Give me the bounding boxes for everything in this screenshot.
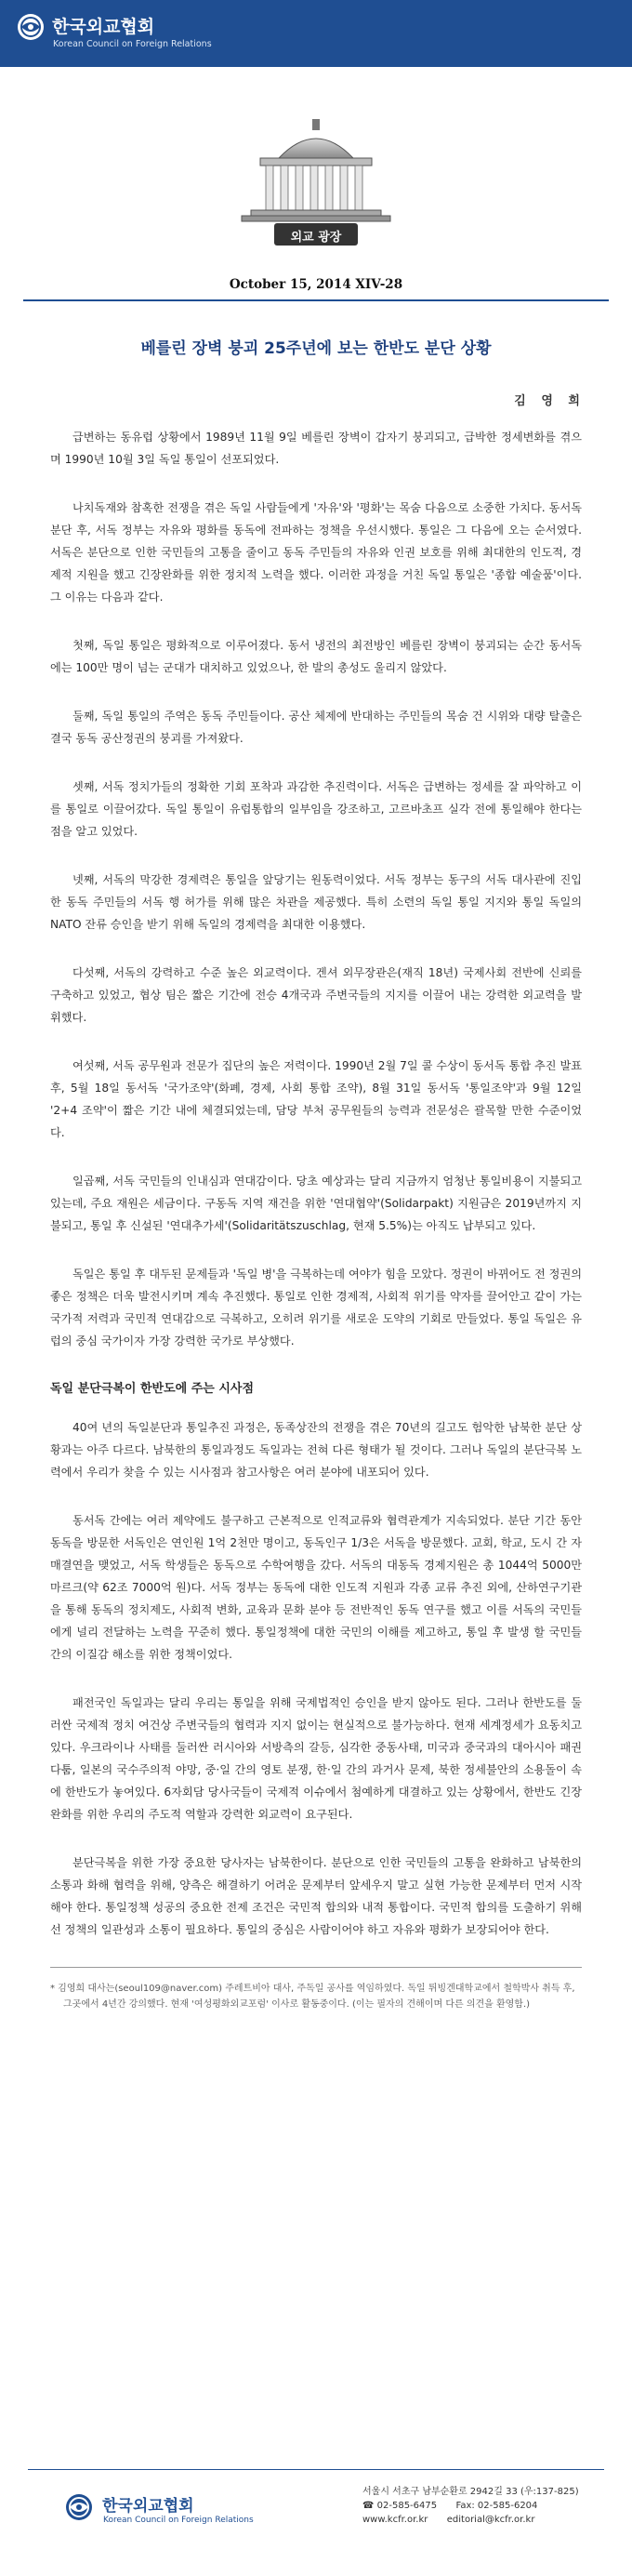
section-heading: 독일 분단극복이 한반도에 주는 시사점	[50, 1382, 255, 1396]
kcfr-logo-icon	[17, 13, 45, 41]
org-name-ko: 한국외교협회	[52, 17, 155, 37]
paragraph: 분단극복을 위한 가장 중요한 당사자는 남북한이다. 분단으로 인한 국민들의 고통을 완화하고 남북한의 소통과 화해 협력을 위해, 양측은 해결하기 어려운 문제부터 앞세우지 말고 실현 가능한 문제부터 먼저 시작해야 한다. 통일정책 성공의 중요한 전제 조건은 국민적 합의와 내적 통합이다. 국민적 합의를 도출하기 위해선 정책의 일관성과 소통이 필요하다. 통일의 중심은 사람이어야 하고 자유와 평화가 보장되어야 한다.	[50, 1856, 582, 1936]
article-title: 베를린 장벽 붕괴 25주년에 보는 한반도 분단 상황	[140, 339, 492, 358]
footer-address: 서울시 서초구 남부순환로 2942길 33 (우:137-825)	[362, 2487, 579, 2497]
paragraph: 넷째, 서독의 막강한 경제력은 통일을 앞당기는 원동력이었다. 서독 정부는 동구의 서독 대사관에 진입한 동독 주민들의 서독 행 허가를 위해 많은 차관을 제공했다. 특히 소련의 독일 통일 지지와 통일 독일의 NATO 잔류 승인을 받기 위해 독일의 경제력을 최대한 이용했다.	[50, 873, 582, 931]
footer-org-name-ko: 한국외교협회	[102, 2497, 194, 2516]
header-divider	[23, 299, 609, 301]
header-banner	[0, 0, 632, 67]
paragraph: 여섯째, 서독 공무원과 전문가 집단의 높은 저력이다. 1990년 2월 7일 콜 수상이 동서독 통합 추진 발표 후, 5월 18일 동서독 '국가조약'(화폐, 경제, 사회 통합 조약), 8월 31일 동서독 '통일조약'과 9월 12일 '2+4 조약'이 짧은 기간 내에 체결되었는데, 담당 부처 공무원들의 능력과 전문성은 괄목할 만한 수준이었다.	[50, 1059, 582, 1139]
paragraph: 셋째, 서독 정치가들의 정확한 기회 포착과 과감한 추진력이다. 서독은 급변하는 정세를 잘 파악하고 이를 통일로 이끌어갔다. 독일 통일이 유럽통합의 일부임을 강조하고, 고르바초프 실각 전에 통일해야 한다는 점을 알고 있었다.	[50, 780, 582, 838]
paragraph: 독일은 통일 후 대두된 문제들과 '독일 병'을 극복하는데 여야가 힘을 모았다. 정권이 바뀌어도 전 정권의 좋은 정책은 더욱 발전시키며 계속 추진했다. 통일로 인한 경제적, 사회적 위기를 약자를 끌어안고 같이 가는 국가적 저력과 국민적 연대감으로 극복하고, 오히려 위기를 새로운 도약의 기회로 만들었다. 통일 독일은 유럽의 중심 국가이자 가장 강력한 국가로 부상했다.	[50, 1268, 582, 1348]
paragraph: 급변하는 동유럽 상황에서 1989년 11월 9일 베를린 장벽이 갑자기 붕괴되고, 급박한 정세변화를 겪으며 1990년 10월 3일 독일 통일이 선포되었다.	[50, 431, 582, 466]
paragraph: 나치독재와 참혹한 전쟁을 겪은 독일 사람들에게 '자유'와 '평화'는 목숨 다음으로 소중한 가치다. 동서독 분단 후, 서독 정부는 자유와 평화를 동독에 전파하는 정책을 우선시했다. 통일은 그 다음에 오는 순서였다. 서독은 분단으로 인한 국민들의 고통을 줄이고 동독 주민들의 자유와 인권 보호를 위해 최대한의 인도적, 경제적 지원을 했고 긴장완화를 위한 정치적 노력을 했다. 이러한 과정을 거친 독일 통일은 '종합 예술품'이다. 그 이유는 다음과 같다.	[50, 501, 582, 604]
paragraph: 첫째, 독일 통일은 평화적으로 이루어졌다. 동서 냉전의 최전방인 베를린 장벽이 붕괴되는 순간 동서독에는 100만 명이 넘는 군대가 대치하고 있었으나, 한 발의 총성도 울리지 않았다.	[50, 639, 582, 674]
issue-date: October 15, 2014 XIV-28	[229, 277, 403, 292]
paragraph: 패전국인 독일과는 달리 우리는 통일을 위해 국제법적인 승인을 받지 않아도 된다. 그러나 한반도를 둘러싼 국제적 정치 여건상 주변국들의 협력과 지지 없이는 현실적으로 불가능하다. 현재 세계정세가 요동치고 있다. 우크라이나 사태를 둘러싼 러시아와 서방측의 갈등, 심각한 중동사태, 미국과 중국과의 대아시아 패권 다툼, 일본의 국수주의적 야망, 중·일 간의 영토 분쟁, 한·일 간의 과거사 문제, 북한 정세불안의 소용돌이 속에 한반도가 놓여있다. 6자회담 당사국들이 국제적 이슈에서 첨예하게 대결하고 있는 상황에서, 한반도 긴장완화를 위한 우리의 주도적 역할과 강력한 외교력이 요구된다.	[50, 1696, 582, 1821]
paragraph: 둘째, 독일 통일의 주역은 동독 주민들이다. 공산 체제에 반대하는 주민들의 목숨 건 시위와 대량 탈출은 결국 동독 공산정권의 붕괴를 가져왔다.	[50, 710, 582, 745]
footer-fax: Fax: 02-585-6204	[455, 2501, 538, 2511]
footer-website-link[interactable]: www.kcfr.or.kr	[362, 2515, 428, 2525]
paragraph: 다섯째, 서독의 강력하고 수준 높은 외교력이다. 겐셔 외무장관은(재직 18년) 국제사회 전반에 신뢰를 구축하고 있었고, 협상 팀은 짧은 기간에 전승 4개국과 주변국들의 지지를 이끌어 내는 강력한 외교력을 발휘했다.	[50, 966, 582, 1024]
footnote-divider	[50, 1967, 582, 1968]
footer-org-name-en: Korean Council on Foreign Relations	[103, 2516, 254, 2525]
footer-tel: ☎ 02-585-6475	[362, 2501, 438, 2511]
paragraph: 일곱째, 서독 국민들의 인내심과 연대감이다. 당초 예상과는 달리 지금까지 엄청난 통일비용이 지불되고 있는데, 주요 재원은 세금이다. 구동독 지역 재건을 위한 '연대협약'(Solidarpakt) 지원금은 2019년까지 지불되고, 통일 후 신설된 '연대추가세'(Solidaritätszuschlag, 현재 5.5%)는 아직도 납부되고 있다.	[50, 1175, 582, 1232]
paragraph: 동서독 간에는 여러 제약에도 불구하고 근본적으로 인적교류와 협력관계가 지속되었다. 분단 기간 동안 동독을 방문한 서독인은 연인원 1억 2천만 명이고, 동독인구 1/3은 서독을 방문했다. 교회, 학교, 도시 간 자매결연을 맺었고, 서독 학생들은 동독으로 수학여행을 갔다. 서독의 대동독 경제지원은 총 1044억 5000만 마르크(약 62조 7000억 원)다. 서독 정부는 동독에 대한 인도적 지원과 각종 교류 추진 외에, 산하연구기관을 통해 동독의 정치제도, 사회적 변화, 교육과 문화 분야 등 전반적인 동독 연구를 했고 이를 서독의 국민들에게 널리 전달하는 노력을 꾸준히 했다. 통일정책에 대한 국민의 이해를 제고하고, 통일 후 발생 할 국민들 간의 이질감 해소를 위한 정책이었다.	[50, 1514, 582, 1661]
emblem-label: 외교 광장	[290, 231, 342, 245]
org-name-en: Korean Council on Foreign Relations	[53, 39, 212, 49]
article-author: 김 영 희	[514, 394, 586, 408]
footer-contact	[362, 2485, 586, 2527]
article-body	[50, 426, 582, 2012]
kcfr-footer-logo-icon	[65, 2493, 93, 2521]
footer-email-link[interactable]: editorial@kcfr.or.kr	[446, 2515, 535, 2525]
author-footnote: * 김영희 대사는(seoul109@naver.com) 주레트비아 대사, 주독일 공사를 역임하였다. 독일 튀빙겐대학교에서 철학박사 취득 후, 그곳에서 4년간 강의했다. 현재 '여성평화외교포럼' 이사로 활동중이다. (이는 필자의 견해이며 다른 의견을 환영함.)	[50, 1984, 575, 2010]
paragraph: 40여 년의 독일분단과 통일추진 과정은, 동족상잔의 전쟁을 겪은 70년의 길고도 험악한 남북한 분단 상황과는 아주 다르다. 남북한의 통일과정도 독일과는 전혀 다른 형태가 될 것이다. 그러나 독일의 분단극복 노력에서 우리가 찾을 수 있는 시사점과 참고사항은 여러 분야에 내포되어 있다.	[50, 1421, 582, 1479]
footer	[28, 2469, 604, 2543]
